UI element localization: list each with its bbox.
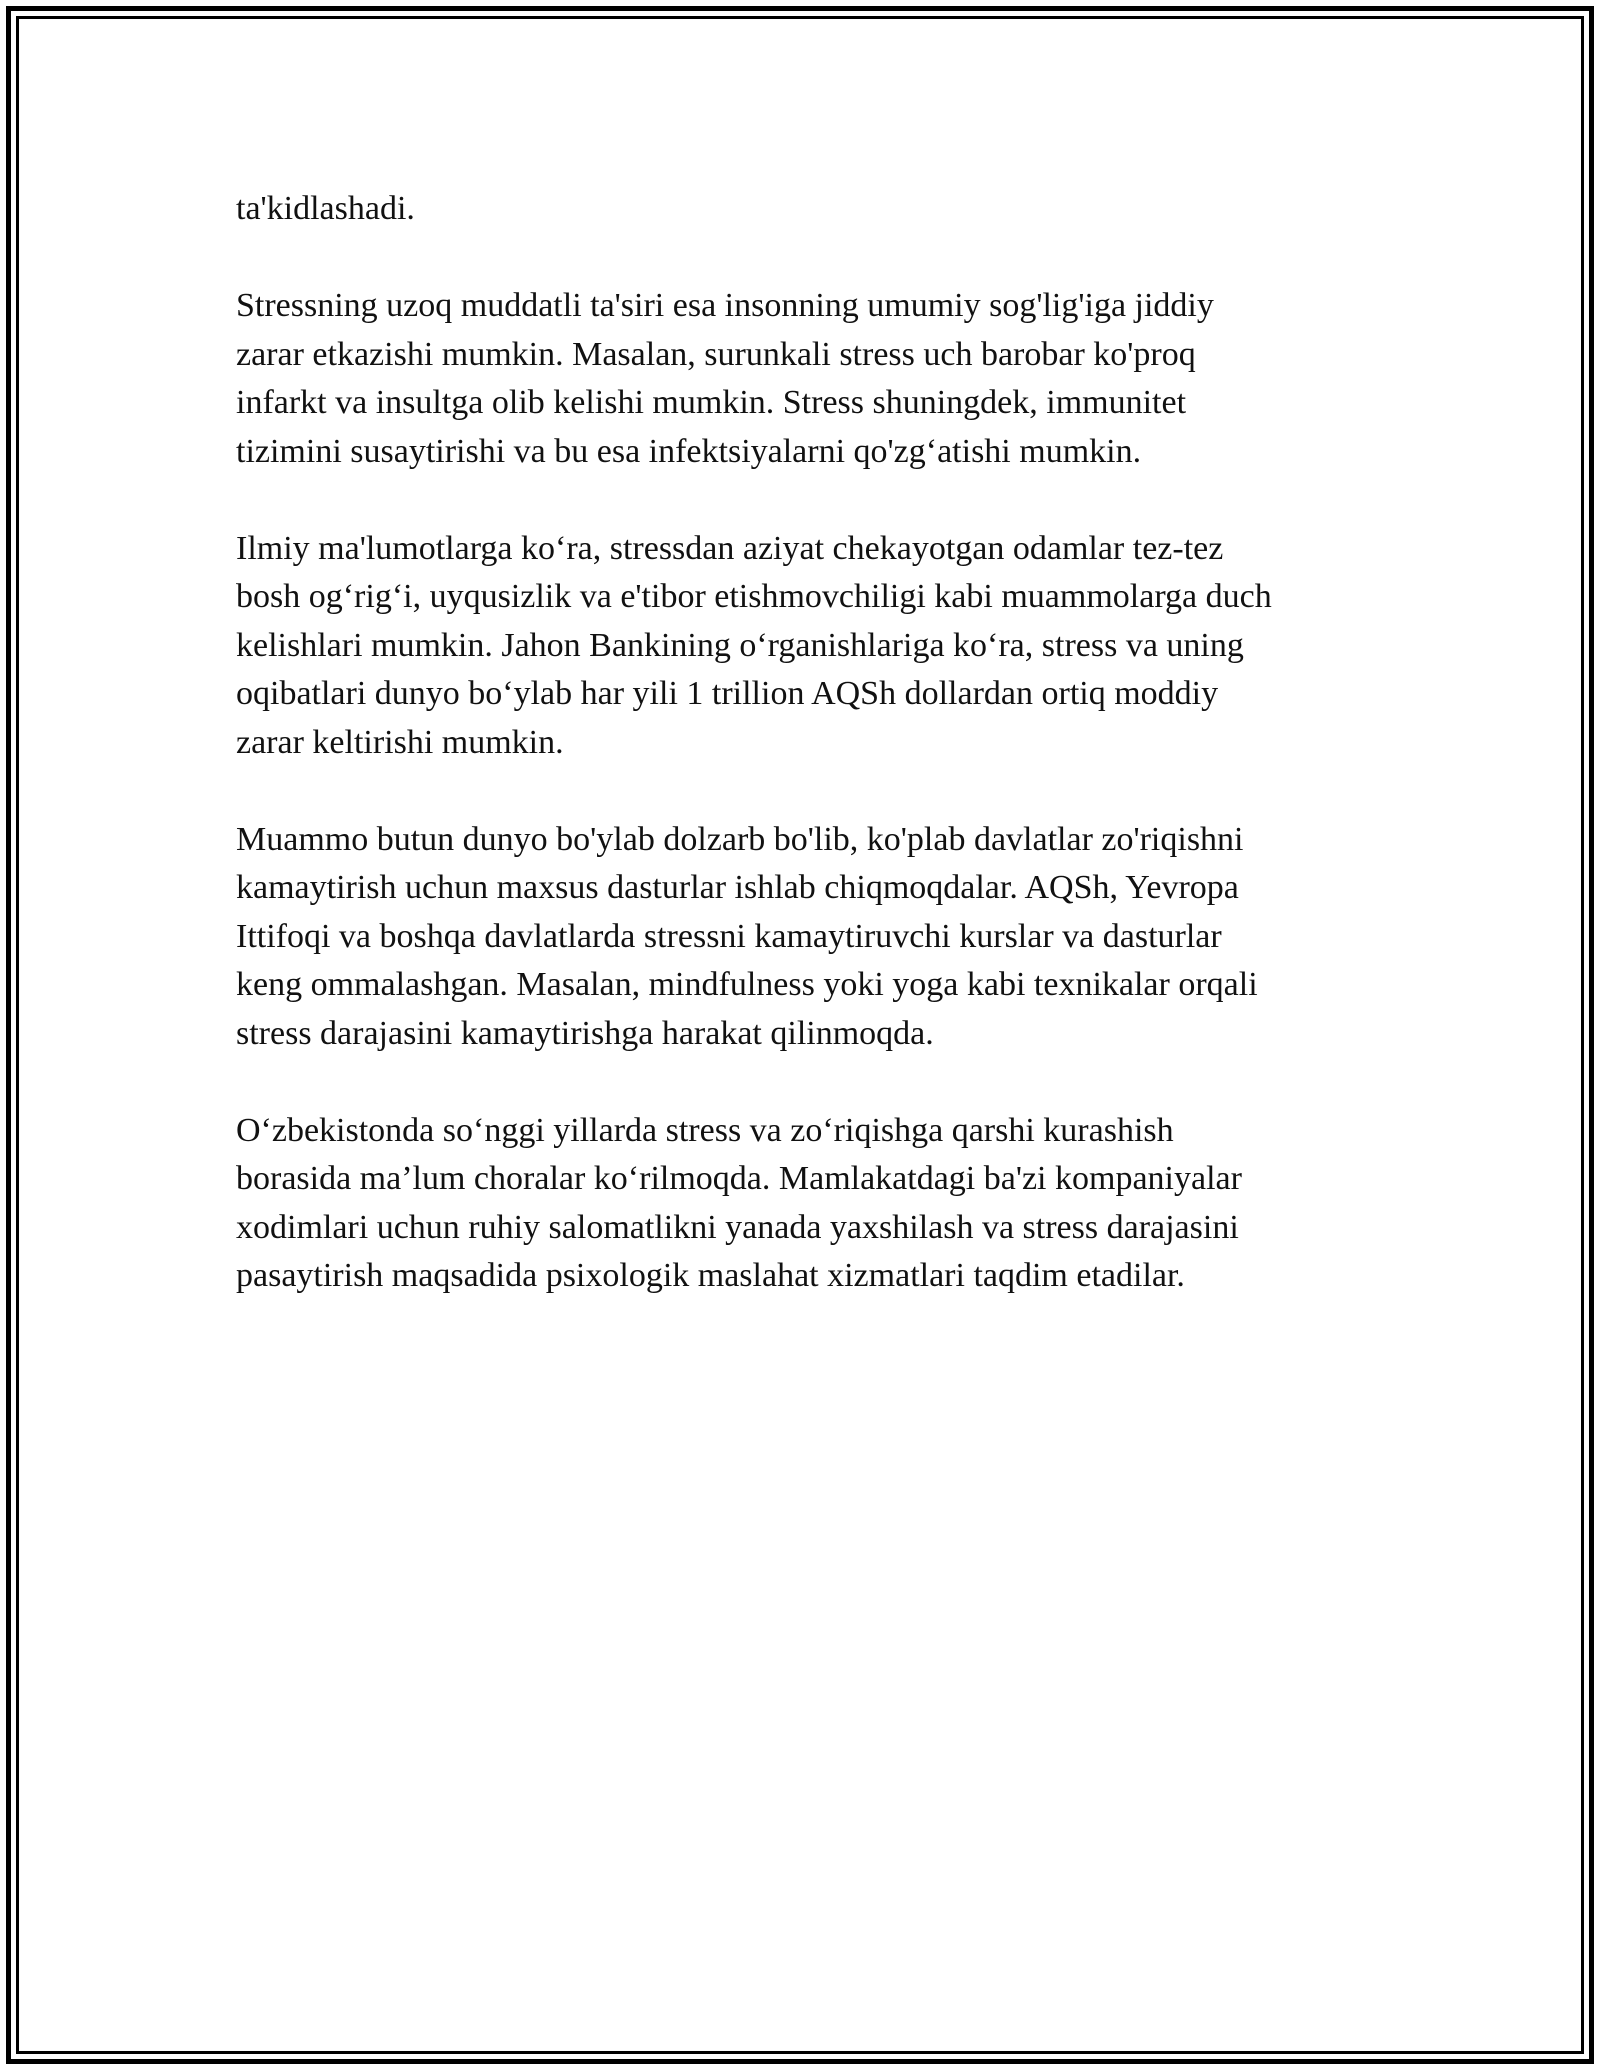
text-line: Ittifoqi va boshqa davlatlarda stressni kamaytiruvchi kurslar va dasturlar xyxy=(236,917,1222,955)
text-line: keng ommalashgan. Masalan, mindfulness yoki yoga kabi texnikalar orqali xyxy=(236,966,1258,1003)
text-line: Stressning uzoq muddatli ta'siri esa insonning umumiy sog'lig'iga jiddiy xyxy=(236,287,1214,324)
text-line: stress darajasini kamaytirishga harakat qilinmoqda. xyxy=(236,1014,934,1052)
text-line: borasida ma’lum choralar ko‘rilmoqda. Mamlakatdagi ba'zi kompaniyalar xyxy=(236,1160,1242,1197)
text-line: infarkt va insultga olib kelishi mumkin. Stress shuningdek, immunitet xyxy=(236,384,1187,421)
text-line: O‘zbekistonda so‘nggi yillarda stress va zo‘riqishga qarshi kurashish xyxy=(236,1111,1174,1149)
text-line: kelishlari mumkin. Jahon Bankining o‘rganishlariga ko‘ra, stress va uning xyxy=(236,626,1244,664)
paragraph-1 xyxy=(236,185,1376,234)
paragraph-2 xyxy=(236,282,1376,476)
text-line: bosh og‘rig‘i, uyqusizlik va e'tibor etishmovchiligi kabi muammolarga duch xyxy=(236,578,1272,615)
paragraph-4 xyxy=(236,816,1376,1059)
paragraph-3 xyxy=(236,525,1376,768)
text-line: zarar etkazishi mumkin. Masalan, surunkali stress uch barobar ko'proq xyxy=(236,335,1196,373)
document-body xyxy=(236,185,1376,1349)
text-line: tizimini susaytirishi va bu esa infektsiyalarni qo'zg‘atishi mumkin. xyxy=(236,432,1142,470)
text-line: pasaytirish maqsadida psixologik maslahat xizmatlari taqdim etadilar. xyxy=(236,1257,1185,1294)
paragraph-5 xyxy=(236,1107,1376,1301)
text-line: ta'kidlashadi. xyxy=(236,190,415,227)
text-line: Muammo butun dunyo bo'ylab dolzarb bo'lib, ko'plab davlatlar zo'riqishni xyxy=(236,820,1244,858)
text-line: Ilmiy ma'lumotlarga ko‘ra, stressdan aziyat chekayotgan odamlar tez-tez xyxy=(236,529,1224,567)
text-line: xodimlari uchun ruhiy salomatlikni yanada yaxshilash va stress darajasini xyxy=(236,1208,1239,1246)
text-line: kamaytirish uchun maxsus dasturlar ishlab chiqmoqdalar. AQSh, Yevropa xyxy=(236,869,1239,906)
text-line: oqibatlari dunyo bo‘ylab har yili 1 trillion AQSh dollardan ortiq moddiy xyxy=(236,675,1219,712)
text-line: zarar keltirishi mumkin. xyxy=(236,723,564,761)
